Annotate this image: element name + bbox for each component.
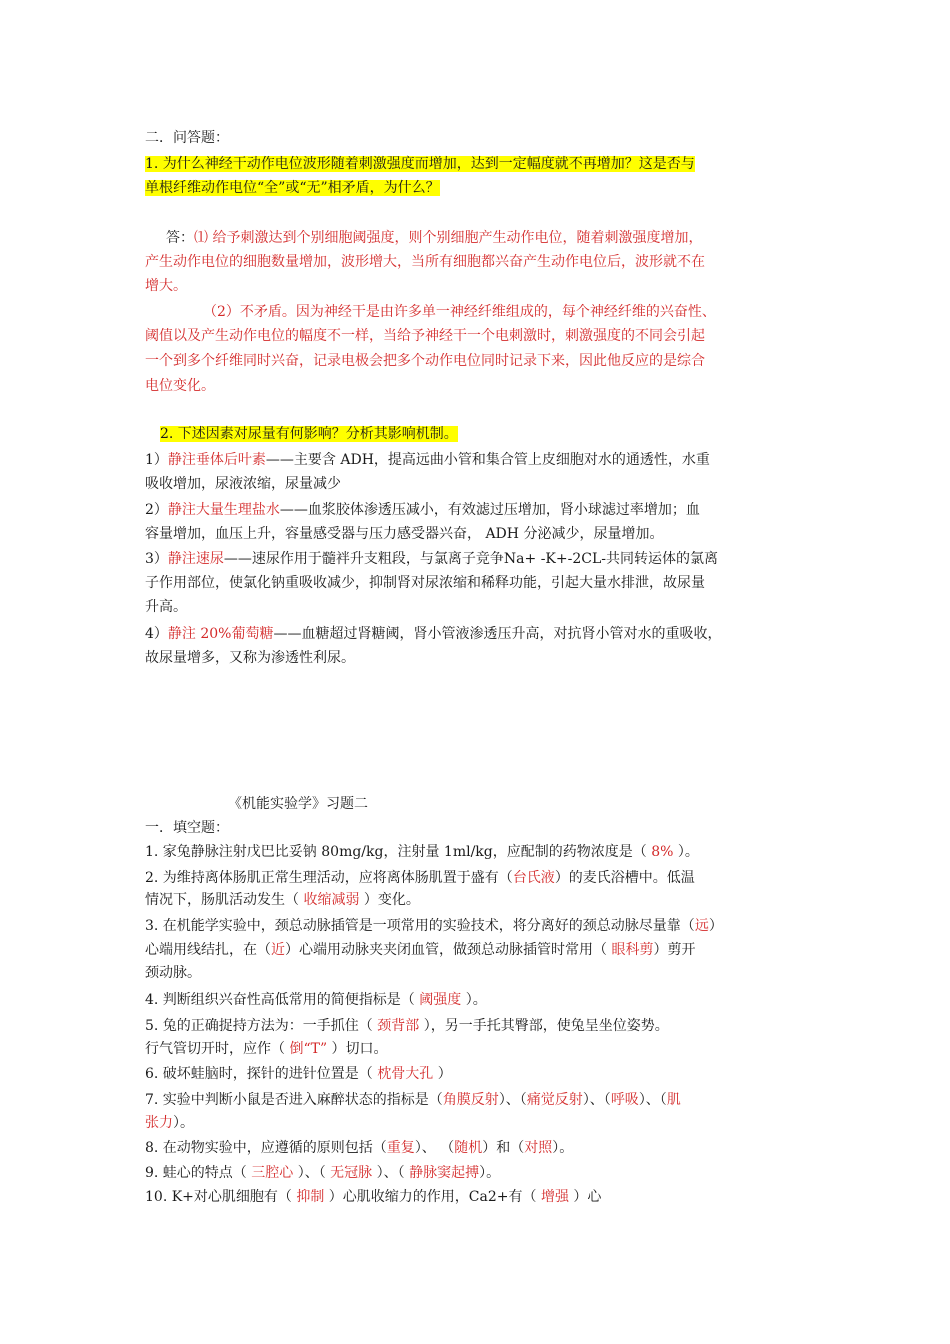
text: 情况下，肠肌活动发生（ bbox=[145, 892, 304, 908]
text: ）。 bbox=[479, 1165, 501, 1181]
factor-4-line-1 bbox=[145, 624, 722, 644]
factor-explanation: ——血糖超过肾糖阈，肾小管液渗透压升高，对抗肾小管对水的重吸收， bbox=[273, 626, 722, 642]
item-number: 1） bbox=[145, 452, 168, 468]
question-2 bbox=[160, 424, 458, 444]
item-number: 2） bbox=[145, 502, 168, 518]
answer: 静脉窦起搏 bbox=[409, 1165, 480, 1181]
answer: 呼吸 bbox=[610, 1092, 639, 1108]
fill-item-5-line-2 bbox=[145, 1039, 388, 1059]
text: 4. 判断组织兴奋性高低常用的简便指标是（ bbox=[145, 992, 420, 1008]
answer: 眼科剪 bbox=[611, 942, 654, 958]
fill-item-9 bbox=[145, 1163, 500, 1183]
highlight: 单根纤维动作电位“全”或“无”相矛盾，为什么？ bbox=[145, 180, 440, 196]
factor-4-line-2: 故尿量增多，又称为渗透性利尿。 bbox=[145, 650, 355, 666]
text: ）心 bbox=[568, 1189, 602, 1205]
fill-item-3-line-2 bbox=[145, 940, 695, 960]
text: ）、（ bbox=[293, 1165, 331, 1181]
answer-2-line-3: 一个到多个纤维同时兴奋，记录电极会把多个动作电位同时记录下来，因此他反应的是综合 bbox=[145, 353, 705, 369]
factor-name: 静注 20%葡萄糖 bbox=[167, 626, 274, 642]
fill-item-3-line-3: 颈动脉。 bbox=[145, 965, 201, 981]
factor-explanation: ——血浆胶体渗透压减小，有效滤过压增加，肾小球滤过率增加；血 bbox=[279, 502, 700, 518]
answer-2-line-4: 电位变化。 bbox=[145, 378, 215, 394]
text: 5. 兔的正确捉持方法为：一手抓住（ bbox=[145, 1018, 378, 1034]
text: 10. K+对心肌细胞有（ bbox=[145, 1189, 297, 1205]
fill-item-5-line-1 bbox=[145, 1016, 669, 1036]
answer-1-line-3: 增大。 bbox=[145, 278, 187, 294]
text: ）心肌收缩力的作用，Ca2+有（ bbox=[324, 1189, 541, 1205]
answer: 增强 bbox=[540, 1189, 569, 1205]
text: ） bbox=[708, 918, 723, 934]
text: 3. 在机能学实验中，颈总动脉插管是一项常用的实验技术，将分离好的颈总动脉尽量靠（ bbox=[145, 918, 695, 934]
text: ）。 bbox=[673, 844, 699, 860]
factor-2-line-2: 容量增加，血压上升，容量感受器与压力感受器兴奋， ADH 分泌减少，尿量增加。 bbox=[145, 526, 664, 542]
fill-item-6 bbox=[145, 1064, 452, 1084]
text: ）、（ bbox=[372, 1165, 410, 1181]
answer-1-line-1 bbox=[166, 228, 702, 248]
answer: 肌 bbox=[666, 1092, 681, 1108]
text: 行气管切开时，应作（ bbox=[145, 1041, 290, 1057]
answer: 张力 bbox=[145, 1115, 173, 1131]
answer: 重复 bbox=[386, 1140, 415, 1156]
factor-explanation: ——主要含 ADH，提高远曲小管和集合管上皮细胞对水的通透性，水重 bbox=[265, 452, 710, 468]
text: 9. 蛙心的特点（ bbox=[145, 1165, 252, 1181]
factor-3-line-3: 升高。 bbox=[145, 599, 187, 615]
answer: 收缩减弱 bbox=[303, 892, 360, 908]
factor-1-line-1 bbox=[145, 450, 710, 470]
text: 7. 实验中判断小鼠是否进入麻醉状态的指标是（ bbox=[145, 1092, 443, 1108]
factor-3-line-1 bbox=[145, 549, 718, 569]
fill-item-3-line-1 bbox=[145, 916, 723, 936]
item-number: 3） bbox=[145, 551, 168, 567]
question-1-line-2 bbox=[145, 178, 440, 198]
factor-name: 静注速尿 bbox=[167, 551, 224, 567]
text: ），另一手托其臀部，使兔呈坐位姿势。 bbox=[419, 1018, 669, 1034]
text: ） bbox=[433, 1066, 452, 1082]
answer: 三腔心 bbox=[251, 1165, 294, 1181]
text: ）。 bbox=[552, 1140, 574, 1156]
text: ）。 bbox=[461, 992, 487, 1008]
text: ）剪开 bbox=[653, 942, 696, 958]
answer: 8% bbox=[651, 844, 674, 860]
factor-2-line-1 bbox=[145, 500, 700, 520]
answer: 近 bbox=[271, 942, 285, 958]
answer: 枕骨大孔 bbox=[377, 1066, 434, 1082]
answer-2-line-1: （2）不矛盾。因为神经干是由许多单一神经纤维组成的，每个神经纤维的兴奋性、 bbox=[203, 304, 716, 320]
highlight: 2. 下述因素对尿量有何影响？分析其影响机制。 bbox=[160, 426, 458, 442]
section-heading: 二．问答题： bbox=[145, 130, 229, 146]
text: 1. 家兔静脉注射戊巴比妥钠 80mg/kg，注射量 1ml/kg，应配制的药物浓度是（ bbox=[145, 844, 652, 860]
exercise-title: 《机能实验学》习题二 bbox=[228, 796, 368, 812]
factor-name: 静注大量生理盐水 bbox=[167, 502, 280, 518]
fill-item-7-line-1 bbox=[145, 1090, 681, 1110]
answer: 台氏液 bbox=[512, 870, 555, 886]
answer-2-line-2: 阈值以及产生动作电位的幅度不一样，当给予神经干一个电刺激时，刺激强度的不同会引起 bbox=[145, 328, 705, 344]
factor-1-line-2: 吸收增加，尿液浓缩，尿量减少 bbox=[145, 476, 341, 492]
answer: 抑制 bbox=[296, 1189, 325, 1205]
factor-3-line-2: 子作用部位，使氯化钠重吸收减少，抑制肾对尿浓缩和稀释功能，引起大量水排泄，故尿量 bbox=[145, 575, 705, 591]
answer: 倒“T” bbox=[289, 1041, 328, 1057]
fill-item-2-line-1 bbox=[145, 868, 695, 888]
text: ）、 （ bbox=[414, 1140, 455, 1156]
factor-name: 静注垂体后叶素 bbox=[167, 452, 266, 468]
text: ）、（ bbox=[582, 1092, 611, 1108]
answer-label: 答： bbox=[166, 230, 194, 246]
answer: 痛觉反射 bbox=[526, 1092, 583, 1108]
factor-explanation: ——速尿作用于髓袢升支粗段，与氯离子竞争Na+ -K+-2CL-共同转运体的氯离 bbox=[223, 551, 718, 567]
fill-item-2-line-2 bbox=[145, 890, 420, 910]
answer: 远 bbox=[694, 918, 709, 934]
question-1-line-1 bbox=[145, 154, 695, 174]
fill-item-1 bbox=[145, 842, 699, 862]
text: ）、（ bbox=[638, 1092, 667, 1108]
highlight: 1. 为什么神经干动作电位波形随着刺激强度而增加，达到一定幅度就不再增加？这是否与 bbox=[145, 156, 695, 172]
fill-item-7-line-2 bbox=[145, 1113, 194, 1133]
answer-1-line-2: 产生动作电位的细胞数量增加，波形增大，当所有细胞都兴奋产生动作电位后，波形就不在 bbox=[145, 254, 705, 270]
fill-item-10 bbox=[145, 1187, 601, 1207]
answer: 无冠脉 bbox=[330, 1165, 373, 1181]
answer: 角膜反射 bbox=[442, 1092, 499, 1108]
fill-item-4 bbox=[145, 990, 487, 1010]
fill-item-8 bbox=[145, 1138, 573, 1158]
text: ）的麦氏浴槽中。低温 bbox=[554, 870, 695, 886]
text: 2. 为维持离体肠肌正常生理活动，应将离体肠肌置于盛有（ bbox=[145, 870, 513, 886]
answer: 阈强度 bbox=[419, 992, 462, 1008]
text: ）、（ bbox=[498, 1092, 527, 1108]
text: ）变化。 bbox=[359, 892, 420, 908]
text: ）和（ bbox=[482, 1140, 525, 1156]
answer-text: ⑴ 给予刺激达到个别细胞阈强度，则个别细胞产生动作电位，随着刺激强度增加， bbox=[194, 230, 703, 246]
text: 8. 在动物实验中，应遵循的原则包括（ bbox=[145, 1140, 387, 1156]
answer: 颈背部 bbox=[377, 1018, 420, 1034]
text: ）心端用动脉夹夹闭血管，做颈总动脉插管时常用（ bbox=[285, 942, 612, 958]
fill-in-heading: 一．填空题： bbox=[145, 820, 229, 836]
text: 心端用线结扎，在（ bbox=[145, 942, 271, 958]
text: ）。 bbox=[173, 1115, 194, 1131]
answer: 对照 bbox=[524, 1140, 553, 1156]
text: ）切口。 bbox=[327, 1041, 388, 1057]
text: 6. 破坏蛙脑时，探针的进针位置是（ bbox=[145, 1066, 378, 1082]
item-number: 4） bbox=[145, 626, 168, 642]
answer: 随机 bbox=[454, 1140, 483, 1156]
